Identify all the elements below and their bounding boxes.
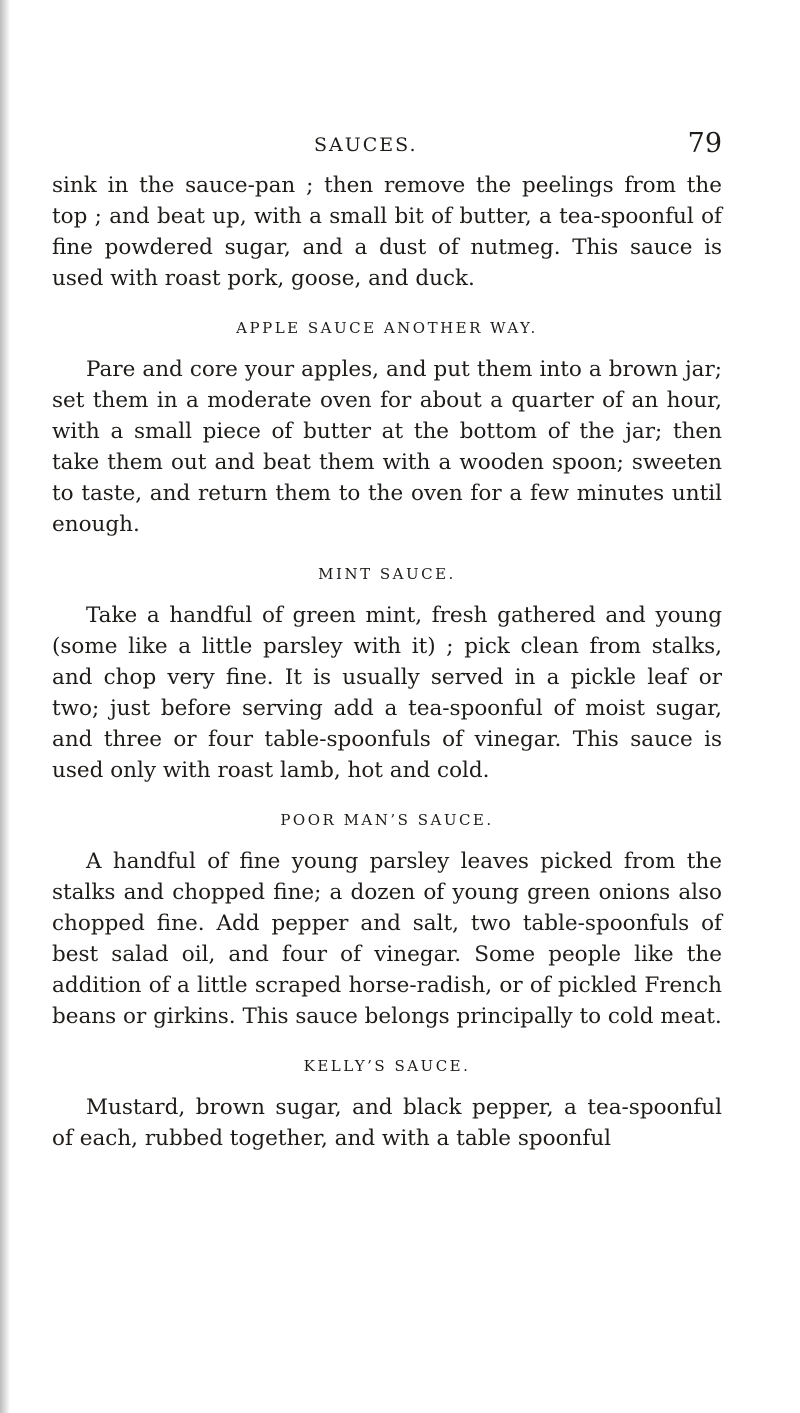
paragraph-apple-sauce-another-way: Pare and core your apples, and put them into a brown jar; set them in a moderate oven for about a quarter of an hour, with a small piece of butter at the bottom of the jar; then take them out and beat them with a wooden spoon; sweeten to taste, and return them to the oven for a few minutes until enough.	[52, 357, 722, 537]
paragraph-poor-mans-sauce: A handful of fine young parsley leaves picked from the stalks and chopped fine; a dozen of young green onions also chopped fine. Add pepper and salt, two table-spoonfuls of best salad oil, and four of vinegar. Some people like the addition of a little scraped horse-radish, or of pickled French beans or girkins. This sauce belongs principally to cold meat.	[52, 849, 722, 1029]
page-gutter-edge	[0, 0, 10, 1413]
paragraph-continued: sink in the sauce-pan ; then remove the peelings from the top ; and beat up, with a small bit of butter, a tea-spoonful of fine powdered sugar, and a dust of nutmeg. This sauce is used with roast pork, goose, and duck.	[52, 173, 722, 291]
running-head	[52, 126, 722, 170]
heading-kellys-sauce: KELLY’S SAUCE.	[303, 1057, 471, 1075]
heading-poor-mans-sauce: POOR MAN’S SAUCE.	[280, 811, 494, 829]
running-title: SAUCES.	[314, 134, 418, 156]
heading-apple-sauce-another-way: APPLE SAUCE ANOTHER WAY.	[236, 319, 538, 337]
book-page	[52, 126, 722, 1154]
paragraph-kellys-sauce: Mustard, brown sugar, and black pepper, a tea-spoonful of each, rubbed together, and with a table spoonful	[52, 1095, 722, 1151]
heading-mint-sauce: MINT SAUCE.	[318, 565, 456, 583]
paragraph-mint-sauce: Take a handful of green mint, fresh gathered and young (some like a little parsley with it) ; pick clean from stalks, and chop very fine. It is usually served in a pickle leaf or two; just before serving add a tea-spoonful of moist sugar, and three or four table-spoonfuls of vinegar. This sauce is used only with roast lamb, hot and cold.	[52, 603, 722, 783]
page-number: 79	[687, 128, 722, 159]
